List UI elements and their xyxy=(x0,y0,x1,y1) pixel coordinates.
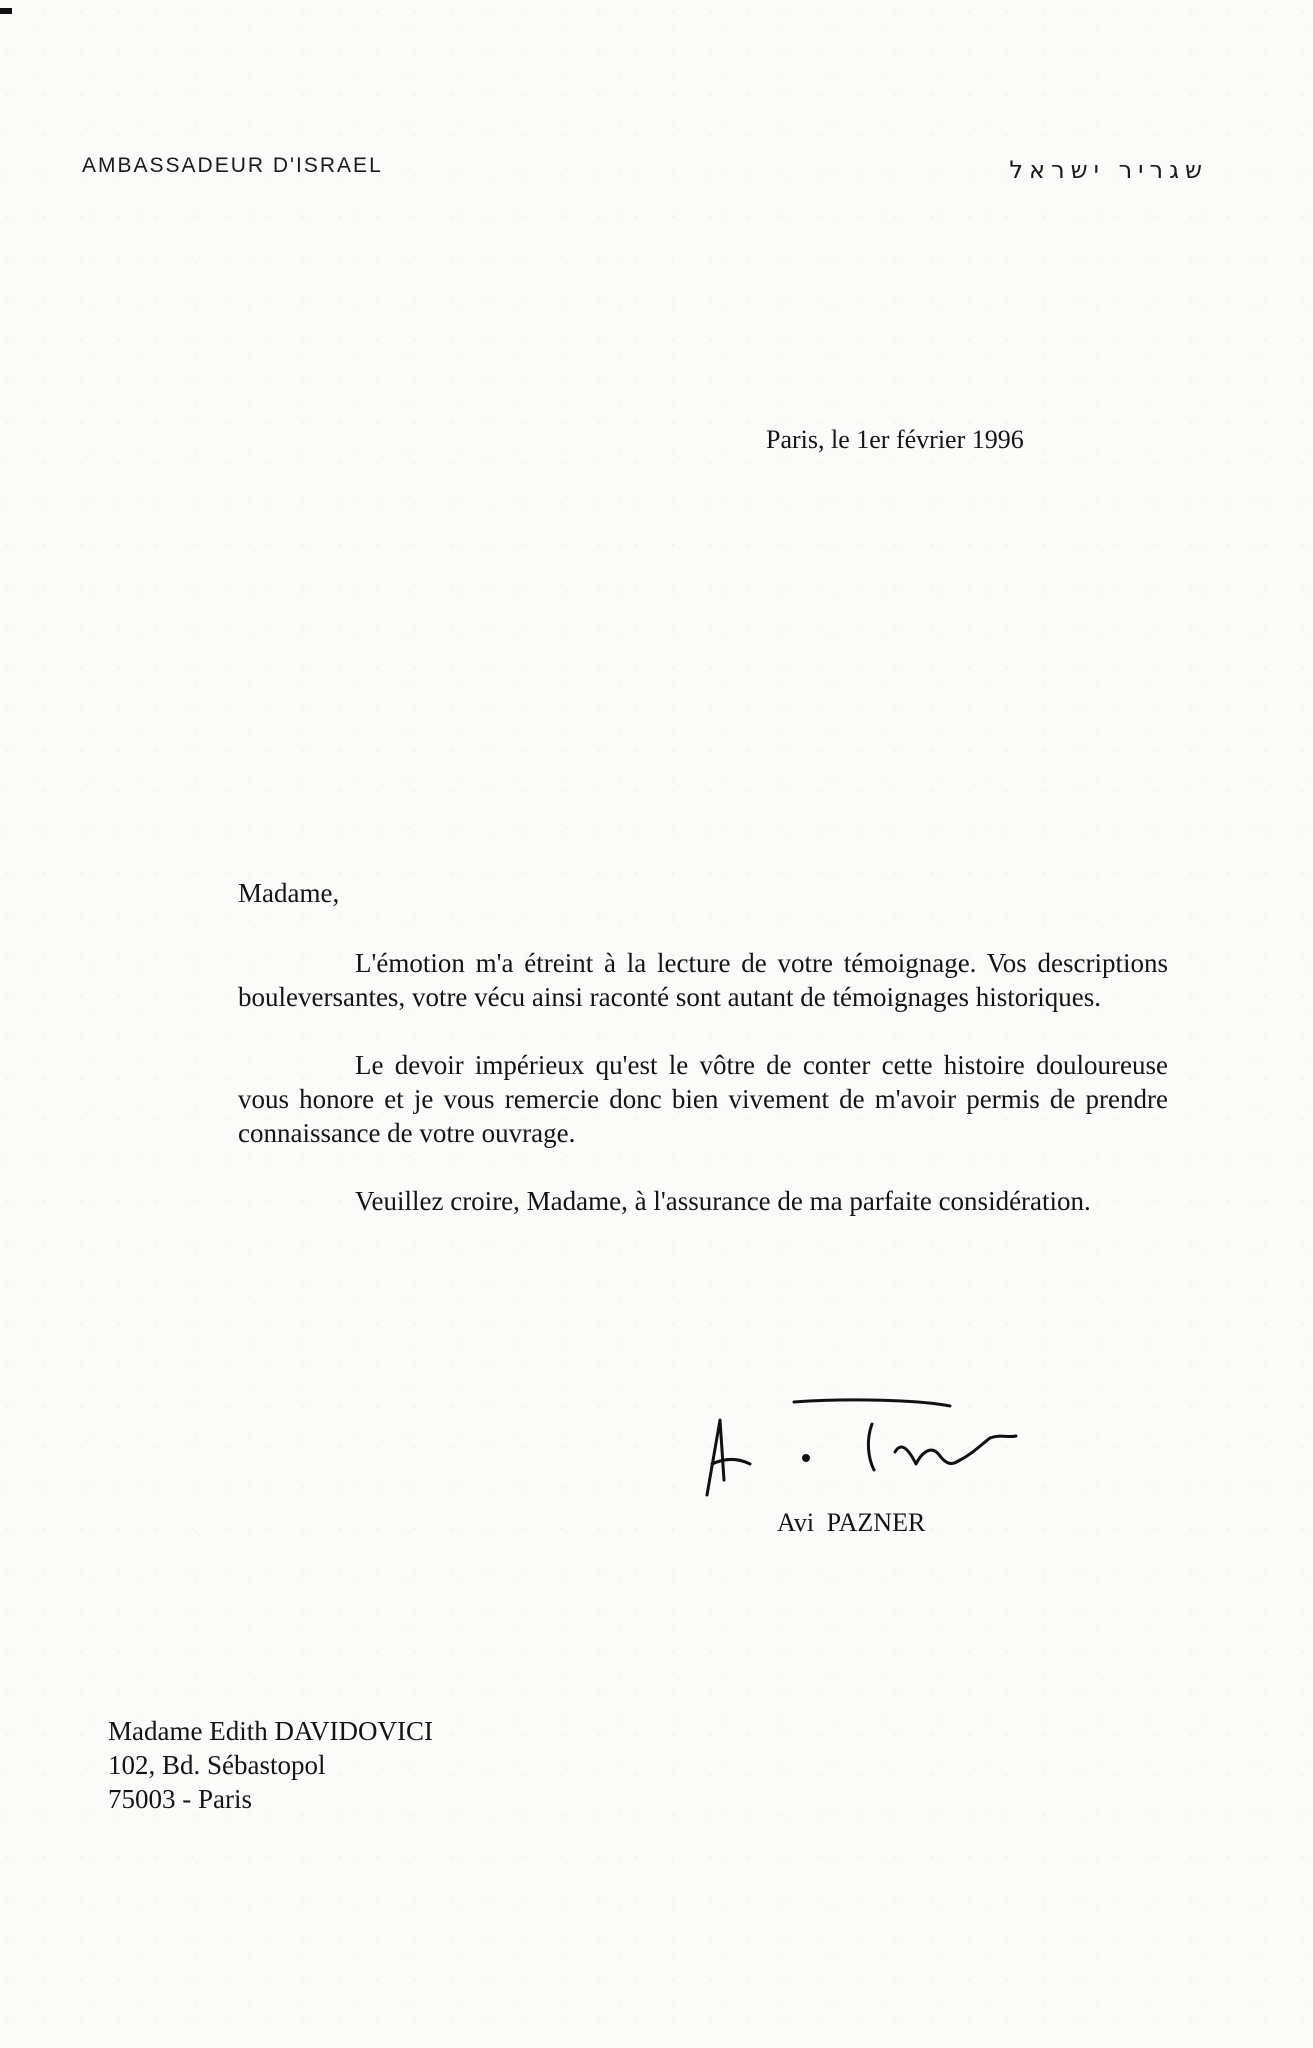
scan-mark xyxy=(0,8,12,14)
letterhead-hebrew: שגריר ישראל xyxy=(1009,156,1208,184)
recipient-city: 75003 - Paris xyxy=(108,1784,252,1814)
recipient-street: 102, Bd. Sébastopol xyxy=(108,1750,326,1780)
letterhead-french: AMBASSADEUR D'ISRAEL xyxy=(82,154,383,177)
paragraph-closing: Veuillez croire, Madame, à l'assurance de ma parfaite considération. xyxy=(355,1186,1091,1216)
salutation: Madame, xyxy=(238,878,340,908)
paragraph-2: Le devoir impérieux qu'est le vôtre de conter cette histoire douloureuse vous honore et je vous remercie donc bien vivement de m'avoir permis de prendre connaissance de votre ouvrage. xyxy=(238,1050,1168,1148)
signer-name: Avi PAZNER xyxy=(777,1508,926,1537)
handwritten-signature xyxy=(690,1360,1110,1510)
letter-body xyxy=(238,946,1168,1252)
recipient-name: Madame Edith DAVIDOVICI xyxy=(108,1716,433,1746)
recipient-address xyxy=(108,1714,433,1816)
paragraph-1: L'émotion m'a étreint à la lecture de votre témoignage. Vos descriptions bouleversantes, votre vécu ainsi raconté sont autant de témoignages historiques. xyxy=(238,948,1168,1012)
letter-date: Paris, le 1er février 1996 xyxy=(766,425,1024,454)
